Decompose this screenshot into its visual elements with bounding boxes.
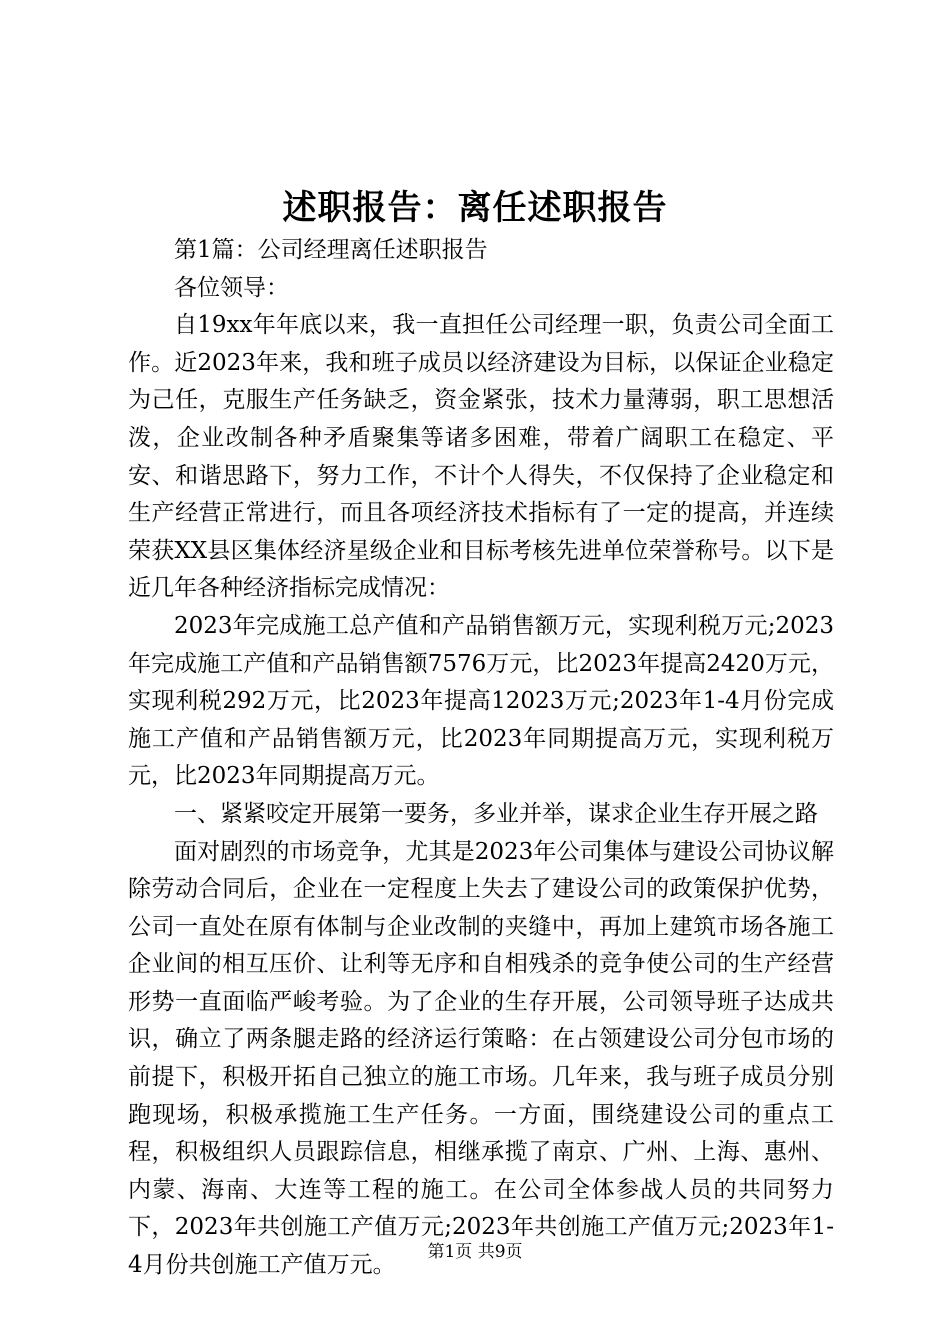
page-footer: 第1页 共9页 — [427, 1242, 523, 1262]
body-paragraph: 面对剧烈的市场竞争，尤其是2023年公司集体与建设公司协议解除劳动合同后，企业在一定程度上失去了建设公司的政策保护优势，公司一直处在原有体制与企业改制的夹缝中，再加上建筑市场各施工企业间的相互压价、让利等无序和自相残杀的竞争使公司的生产经营形势一直面临严峻考验。为了企业的生存开展，公司领导班子达成共识，确立了两条腿走路的经济运行策略：在占领建设公司分包市场的前提下，积极开拓自己独立的施工市场。几年来，我与班子成员分别跑现场，积极承揽施工生产任务。一方面，围绕建设公司的重点工程，积极组织人员跟踪信息，相继承揽了南京、广州、上海、惠州、内蒙、海南、大连等工程的施工。在公司全体参战人员的共同努力下，2023年共创施工产值万元;2023年共创施工产值万元;2023年1-4月份共创施工产值万元。 — [128, 838, 834, 1279]
section-heading: 第1篇：公司经理离任述职报告 — [174, 237, 488, 263]
body-paragraph: 自19xx年年底以来，我一直担任公司经理一职，负责公司全面工作。近2023年来，我和班子成员以经济建设为目标，以保证企业稳定为己任，克服生产任务缺乏，资金紧张，技术力量薄弱，职工思想活泼，企业改制各种矛盾聚集等诸多困难，带着广阔职工在稳定、平安、和谐思路下，努力工作，不计个人得失，不仅保持了企业稳定和生产经营正常进行，而且各项经济技术指标有了一定的提高，并连续荣获XX县区集体经济星级企业和目标考核先进单位荣誉称号。以下是近几年各种经济指标完成情况： — [128, 312, 834, 602]
salutation: 各位领导： — [174, 274, 289, 301]
document-body — [128, 232, 834, 1285]
subsection-heading: 一、紧紧咬定开展第一要务，多业并举，谋求企业生存开展之路 — [174, 800, 818, 827]
document-title: 述职报告：离任述职报告 — [282, 188, 668, 228]
body-paragraph: 2023年完成施工总产值和产品销售额万元，实现利税万元;2023年完成施工产值和产品销售额7576万元，比2023年提高2420万元，实现利税292万元，比2023年提高12023万元;2023年1-4月份完成施工产值和产品销售额万元，比2023年同期提高万元，实现利税万元，比2023年同期提高万元。 — [128, 612, 834, 790]
